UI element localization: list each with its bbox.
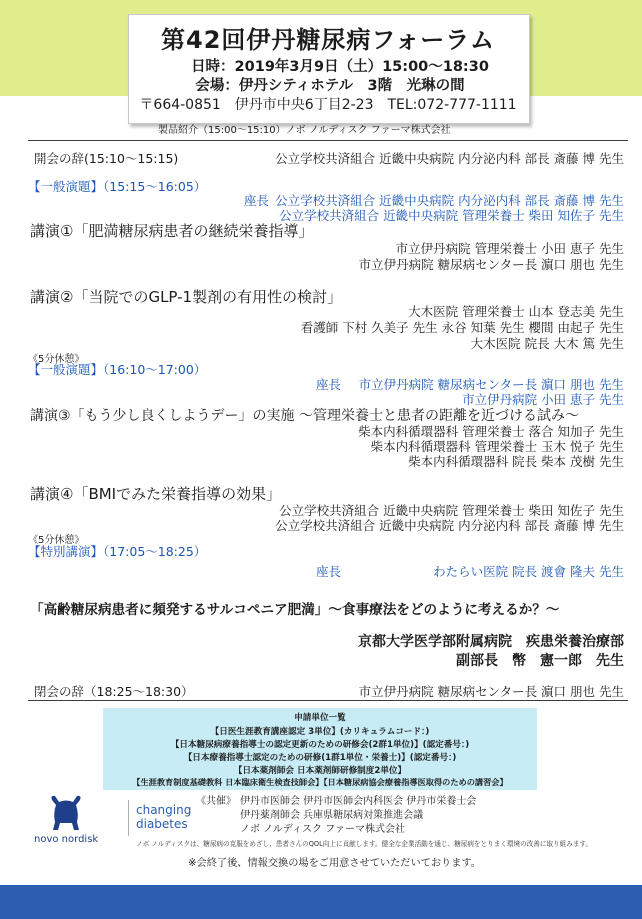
lecture4-speaker: 公立学校共済組合 近畿中央病院 管理栄養士 柴田 知佐子 先生	[279, 503, 624, 518]
event-venue: 会場：伊丹シティホテル 3階 光琳の間	[195, 78, 465, 94]
special-speaker-affiliation: 京都大学医学部附属病院 疾患栄養治療部	[358, 634, 624, 650]
company-tagline: ノボ ノルディスクは、糖尿病の克服をめざし、患者さんのQOL向上に貢献します。健全な企業活動を通じ、糖尿病をとりまく環境の改善に取り組みます。	[136, 840, 593, 848]
lecture1-title: 講演①「肥満糖尿病患者の継続栄養指導」	[30, 222, 314, 240]
lecture3-speaker: 柴本内科循環器科 管理栄養士 玉木 悦子 先生	[370, 439, 624, 454]
break-note: 《5分休憩》	[28, 535, 85, 546]
special-header: 【特別講演】（17:05～18:25）	[28, 544, 207, 559]
opening-person: 公立学校共済組合 近畿中央病院 内分泌内科 部長 斎藤 博 先生	[275, 151, 624, 166]
lecture1-speaker: 市立伊丹病院 管理栄養士 小田 恵子 先生	[395, 241, 624, 256]
cohost-line: 伊丹薬剤師会 兵庫県糖尿病対策推進会議	[240, 810, 424, 821]
session1-header: 【一般演題】（15:15～16:05）	[28, 179, 207, 194]
lecture3-speaker: 柴本内科循環器科 院長 柴本 茂樹 先生	[408, 454, 624, 469]
lecture4-title: 講演④「BMIでみた栄養指導の効果」	[30, 485, 282, 503]
session2-chair-label: 座長	[316, 377, 342, 392]
event-datetime: 日時：2019年3月9日（土）15:00～18:30	[191, 59, 489, 75]
session1-chair-label: 座長	[244, 193, 270, 208]
cohost-label: 《共催》	[196, 796, 236, 807]
break-note: 《5分休憩》	[28, 354, 85, 365]
page-title: 第42回伊丹糖尿病フォーラム	[161, 26, 495, 54]
credit-line: 【日本薬剤師会 日本薬剤師研修制度2単位】	[233, 766, 407, 776]
credit-line: 【日医生涯教育講座認定 3単位】(カリキュラムコード：)	[210, 727, 430, 737]
changing-diabetes-logo-text: diabetes	[136, 817, 188, 831]
session2-chair1: 市立伊丹病院 糖尿病センター長 濵口 朋也 先生	[358, 377, 624, 392]
session2-header: 【一般演題】（16:10～17:00）	[28, 362, 207, 377]
lecture3-speaker: 柴本内科循環器科 管理栄養士 落合 知加子 先生	[358, 424, 624, 439]
lecture2-title: 講演②「当院でのGLP-1製剤の有用性の検討」	[30, 288, 343, 306]
lecture2-speaker: 大木医院 院長 大木 篤 先生	[470, 336, 624, 351]
divider	[28, 140, 628, 141]
product-intro: 製品紹介（15:00～15:10）ノボ ノルディスク ファーマ株式会社	[158, 125, 451, 136]
special-speaker-name: 副部長 幣 憲一郎 先生	[456, 653, 624, 669]
changing-diabetes-logo-text: changing	[136, 803, 192, 817]
novo-nordisk-logo-text: novo nordisk	[34, 834, 99, 845]
lecture3-title: 講演③「もう少し良くしようデー」の実施 ～管理栄養士と患者の距離を近づける試み～	[30, 408, 579, 424]
bottom-color-band	[0, 885, 642, 919]
divider	[28, 700, 628, 701]
cohost-line: 伊丹市医師会 伊丹市医師会内科医会 伊丹市栄養士会	[240, 796, 477, 807]
footnote: ※会終了後、情報交換の場をご用意させていただいております。	[188, 858, 481, 869]
session1-chair2: 公立学校共済組合 近畿中央病院 管理栄養士 柴田 知佐子 先生	[279, 208, 624, 223]
special-title: 「高齢糖尿病患者に頻発するサルコペニア肥満」～食事療法をどのように考えるか？～	[30, 602, 560, 618]
special-chair-label: 座長	[316, 564, 342, 579]
lecture4-speaker: 公立学校共済組合 近畿中央病院 内分泌内科 部長 斎藤 博 先生	[275, 518, 624, 533]
lecture2-speaker: 大木医院 管理栄養士 山本 登志美 先生	[408, 304, 624, 319]
session2-chair2: 市立伊丹病院 小田 恵子 先生	[462, 392, 624, 407]
logo-divider	[128, 800, 129, 836]
closing-label: 閉会の辞（18:25～18:30）	[34, 684, 194, 699]
lecture2-speaker: 看護師 下村 久美子 先生 永谷 知葉 先生 櫻間 由起子 先生	[300, 320, 624, 335]
credits-heading: 申請単位一覧	[294, 713, 346, 723]
session1-chair1: 公立学校共済組合 近畿中央病院 内分泌内科 部長 斎藤 博 先生	[275, 193, 624, 208]
lecture1-speaker: 市立伊丹病院 糖尿病センター長 濵口 朋也 先生	[358, 257, 624, 272]
credit-line: 【生涯教育制度基礎教科 日本臨床衛生検査技師会】【日本糖尿病協会療養指導医取得のための講習会】	[132, 777, 508, 787]
credit-line: 【日本療養指導士認定のための研修(1群1単位・栄養士)】(認定番号：)	[183, 753, 457, 763]
credit-line: 【日本糖尿病療養指導士の認定更新のための研修会(2群1単位)】(認定番号：)	[170, 740, 470, 750]
closing-person: 市立伊丹病院 糖尿病センター長 濵口 朋也 先生	[358, 684, 624, 699]
novo-nordisk-bull-logo	[46, 792, 86, 834]
opening-label: 開会の辞(15:10～15:15)	[34, 151, 179, 166]
event-address: 〒664-0851 伊丹市中央6丁目2-23 TEL:072-777-1111	[139, 97, 517, 113]
cohost-line: ノボ ノルディスク ファーマ株式会社	[240, 824, 405, 835]
special-chair: わたらい医院 院長 渡會 隆夫 先生	[433, 564, 624, 579]
